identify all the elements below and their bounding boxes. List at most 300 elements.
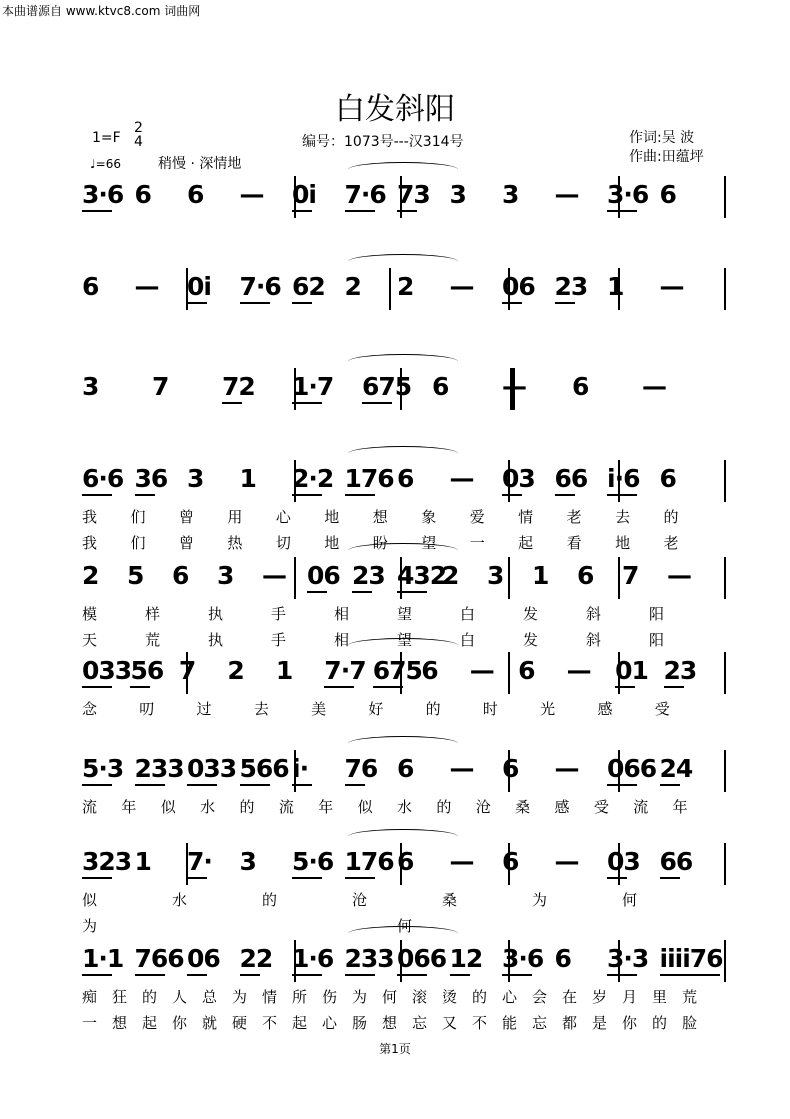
time-signature-bottom: 4 [134, 134, 143, 150]
lyric-verse-2: 阳 [649, 631, 665, 649]
lyric-verse-1: 的 [142, 988, 158, 1006]
note: 36 [134, 464, 168, 493]
site-header: 本曲谱源自 www.ktvc8.com 词曲网 [2, 4, 201, 18]
lyric-verse-2: 手 [271, 631, 287, 649]
beam-underline [240, 974, 260, 976]
beam-underline [292, 210, 312, 212]
lyric-verse-1: 白 [460, 605, 476, 623]
lyric-verse-2: 忘 [412, 1014, 428, 1032]
note: 6 [82, 272, 99, 301]
note: 01 [615, 656, 648, 685]
lyric-verse-1: 会 [532, 988, 548, 1006]
note: 5 [127, 561, 144, 590]
lyric-verse-2: 就 [202, 1014, 218, 1032]
lyric-verse-1: 过 [196, 700, 212, 718]
lyric-verse-2: 你 [622, 1014, 638, 1032]
note: 3 [82, 372, 99, 401]
lyric-verse-1: 桑 [515, 798, 531, 816]
lyric-verse-1: 桑 [442, 891, 458, 909]
note: 2 [227, 656, 244, 685]
note: 1·6 [292, 944, 334, 973]
lyric-verse-1: 的 [472, 988, 488, 1006]
note: 432 [397, 561, 447, 590]
lyric-verse-1: 爱 [469, 508, 485, 526]
lyric-verse-1: 样 [145, 605, 161, 623]
lyric-verse-1: 流 [633, 798, 649, 816]
lyric-verse-2: 白 [460, 631, 476, 649]
note: 233 [344, 944, 394, 973]
bar-line [724, 557, 726, 599]
beam-underline [660, 974, 720, 976]
lyric-verse-1: 去 [615, 508, 631, 526]
note: 6 [187, 180, 204, 209]
note: 6 [134, 180, 151, 209]
note: 6 [572, 372, 589, 401]
lyric-verse-2: 天 [82, 631, 98, 649]
beam-underline [660, 877, 680, 879]
score-system [78, 176, 726, 236]
lyric-verse-1: 光 [540, 700, 556, 718]
note: 6 [397, 847, 414, 876]
lyric-verse-1: 想 [372, 508, 388, 526]
note: 6 [172, 561, 189, 590]
lyric-verse-1: 心 [275, 508, 291, 526]
beam-underline [222, 402, 242, 404]
lyric-verse-2: 不 [262, 1014, 278, 1032]
slur [348, 446, 458, 461]
tempo-marking [90, 157, 121, 171]
lyric-verse-1: 模 [82, 605, 98, 623]
beam-underline [345, 494, 375, 496]
beam-underline [345, 877, 375, 879]
note: 6 [518, 656, 535, 685]
beam-underline [607, 974, 637, 976]
note: 2 [442, 561, 459, 590]
note: 6 [397, 754, 414, 783]
extension-dash: — [642, 372, 666, 401]
score-system [78, 652, 726, 718]
page-title: 白发斜阳 [335, 92, 455, 127]
extension-dash: — [566, 656, 591, 685]
beam-underline [660, 784, 680, 786]
note: 566 [239, 754, 289, 783]
lyric-verse-2: 心 [322, 1014, 338, 1032]
lyric-verse-1: 的 [425, 700, 441, 718]
note: i· [292, 754, 309, 783]
lyric-verse-1: 为 [352, 988, 368, 1006]
bar-line [618, 557, 620, 599]
lyric-verse-1: 的 [239, 798, 255, 816]
lyric-verse-1: 年 [121, 798, 137, 816]
note: 1 [134, 847, 151, 876]
note: 6 [421, 656, 438, 685]
note: 3·6 [607, 180, 649, 209]
lyric-verse-1: 似 [82, 891, 98, 909]
slur [348, 162, 458, 177]
score-system [78, 368, 726, 428]
note: 6 [432, 372, 449, 401]
score-system [78, 750, 726, 816]
lyric-verse-1: 痴 [82, 988, 98, 1006]
note: 033 [187, 754, 237, 783]
lyric-verse-2: 们 [130, 534, 146, 552]
note: 03 [502, 464, 535, 493]
lyric-verse-2: 脸 [682, 1014, 698, 1032]
lyric-verse-1: 手 [271, 605, 287, 623]
tempo-value: =66 [95, 157, 121, 171]
lyricist: 作词:吴 波 [629, 130, 695, 146]
note: iiii76 [659, 944, 723, 973]
score-system [78, 460, 726, 552]
lyric-verse-2: 不 [472, 1014, 488, 1032]
lyric-verse-2: 你 [172, 1014, 188, 1032]
beam-underline [607, 210, 637, 212]
extension-dash: — [554, 754, 579, 783]
beam-underline [345, 974, 375, 976]
note: 6 [554, 944, 571, 973]
lyric-verse-1: 去 [253, 700, 269, 718]
lyric-verse-2: 盼 [372, 534, 388, 552]
quarter-note-icon: ♩ [90, 157, 96, 171]
lyric-verse-1: 用 [227, 508, 243, 526]
bar-line [294, 557, 296, 599]
bar-line [724, 843, 726, 885]
note: 7· [187, 847, 212, 876]
note: 3 [487, 561, 504, 590]
note: 7·7 [324, 656, 366, 685]
lyric-verse-2: 起 [292, 1014, 308, 1032]
note: 2 [344, 272, 361, 301]
lyric-verse-2: 忘 [532, 1014, 548, 1032]
note: 176 [344, 464, 394, 493]
note: 3·6 [82, 180, 124, 209]
score-number: 编号：1073号---汉314号 [302, 134, 464, 150]
note: 6 [577, 561, 594, 590]
note: 033 [82, 656, 132, 685]
lyric-verse-2: 的 [652, 1014, 668, 1032]
note: 323 [82, 847, 132, 876]
note: 06 [307, 561, 340, 590]
slur [348, 736, 458, 751]
beam-underline [307, 591, 327, 593]
lyric-verse-1: 受 [654, 700, 670, 718]
bar-line [724, 268, 726, 310]
lyric-verse-1: 我 [82, 508, 98, 526]
key-signature: 1=F [92, 130, 121, 146]
lyric-verse-2: 又 [442, 1014, 458, 1032]
score-system [78, 843, 726, 935]
lyric-verse-1: 何 [622, 891, 638, 909]
lyric-verse-1: 叨 [139, 700, 155, 718]
lyric-verse-1: 们 [130, 508, 146, 526]
beam-underline [292, 494, 322, 496]
extension-dash: — [262, 561, 286, 590]
lyric-verse-2: 切 [275, 534, 291, 552]
beam-underline [324, 686, 354, 688]
note: 2 [397, 272, 414, 301]
lyric-verse-1: 岁 [592, 988, 608, 1006]
lyric-verse-1: 心 [502, 988, 518, 1006]
lyric-verse-2: 起 [142, 1014, 158, 1032]
note: 766 [134, 944, 184, 973]
lyric-verse-1: 为 [532, 891, 548, 909]
note: 06 [187, 944, 220, 973]
lyric-verse-1: 流 [278, 798, 294, 816]
lyric-verse-2: 我 [82, 534, 98, 552]
note: 6 [659, 464, 676, 493]
lyric-verse-2: 一 [82, 1014, 98, 1032]
lyric-verse-2: 地 [324, 534, 340, 552]
extension-dash: — [449, 847, 474, 876]
note: 3 [187, 464, 204, 493]
lyric-verse-1: 好 [368, 700, 384, 718]
bar-line [724, 652, 726, 694]
bar-line [724, 750, 726, 792]
lyric-verse-1: 水 [397, 798, 413, 816]
lyric-verse-1: 月 [622, 988, 638, 1006]
lyric-verse-2: 为 [82, 917, 98, 935]
score-system [78, 940, 726, 1032]
lyric-verse-2: 相 [334, 631, 350, 649]
lyric-verse-1: 老 [566, 508, 582, 526]
note: 3 [217, 561, 234, 590]
note: 7 [622, 561, 639, 590]
note: 5·3 [82, 754, 124, 783]
note: 176 [344, 847, 394, 876]
beam-underline [135, 974, 165, 976]
note: 7 [178, 656, 196, 685]
beam-underline [502, 974, 532, 976]
beam-underline [607, 784, 637, 786]
score-system [78, 268, 726, 328]
extension-dash: — [449, 464, 474, 493]
note: 73 [397, 180, 430, 209]
note: 1 [532, 561, 549, 590]
lyric-verse-1: 念 [82, 700, 98, 718]
beam-underline [292, 877, 322, 879]
beam-underline [607, 494, 637, 496]
lyric-verse-2: 执 [208, 631, 224, 649]
note: 0i [187, 272, 211, 301]
composer: 作曲:田蕴坪 [629, 149, 704, 165]
tempo-style: 稍慢 · 深情地 [158, 156, 242, 172]
beam-underline [240, 784, 270, 786]
note: 675 [372, 656, 422, 685]
beam-underline [397, 210, 417, 212]
beam-underline [82, 494, 112, 496]
lyric-verse-1: 年 [318, 798, 334, 816]
lyric-verse-1: 所 [292, 988, 308, 1006]
lyric-verse-2: 起 [518, 534, 534, 552]
lyric-verse-1: 的 [663, 508, 679, 526]
note: 066 [397, 944, 447, 973]
lyric-verse-2: 能 [502, 1014, 518, 1032]
lyric-verse-2: 地 [615, 534, 631, 552]
lyric-verse-1: 地 [324, 508, 340, 526]
lyric-verse-1: 望 [397, 605, 413, 623]
note: i·6 [607, 464, 640, 493]
slur [348, 829, 458, 844]
beam-underline [502, 494, 522, 496]
lyric-verse-2: 肠 [352, 1014, 368, 1032]
beam-underline [397, 974, 427, 976]
beam-underline [607, 877, 627, 879]
beam-underline [397, 591, 427, 593]
extension-dash: — [667, 561, 691, 590]
note: 23 [554, 272, 588, 301]
lyric-verse-1: 感 [597, 700, 613, 718]
lyric-verse-1: 发 [523, 605, 539, 623]
beam-underline [450, 974, 470, 976]
lyric-verse-1: 狂 [112, 988, 128, 1006]
beam-underline [615, 686, 635, 688]
extension-dash: — [449, 754, 474, 783]
note: 1 [275, 656, 293, 685]
bar-line [389, 268, 391, 310]
lyric-verse-1: 感 [554, 798, 570, 816]
lyric-verse-1: 水 [200, 798, 216, 816]
lyric-verse-1: 年 [672, 798, 688, 816]
note: 76 [344, 754, 378, 783]
note: 03 [607, 847, 640, 876]
note: 1 [239, 464, 256, 493]
lyric-verse-1: 荒 [682, 988, 698, 1006]
bar-line [724, 176, 726, 218]
note: 22 [239, 944, 273, 973]
beam-underline [82, 784, 112, 786]
slur [348, 638, 458, 653]
beam-underline [292, 784, 312, 786]
lyric-verse-2: 一 [469, 534, 485, 552]
note: 6 [659, 180, 676, 209]
slur [348, 926, 458, 941]
lyric-verse-1: 曾 [178, 508, 194, 526]
beam-underline [240, 302, 270, 304]
score-system [78, 557, 726, 649]
note: 66 [659, 847, 693, 876]
note: 6 [502, 847, 519, 876]
lyric-verse-2: 硬 [232, 1014, 248, 1032]
lyric-verse-1: 沧 [475, 798, 491, 816]
page-number: 第1页 [379, 1042, 411, 1056]
note: 7·6 [239, 272, 281, 301]
lyric-verse-2: 荒 [145, 631, 161, 649]
lyric-verse-2: 老 [663, 534, 679, 552]
lyric-verse-1: 在 [562, 988, 578, 1006]
note: 56 [130, 656, 164, 685]
note: 233 [134, 754, 184, 783]
note: 7·6 [344, 180, 386, 209]
note: 2 [82, 561, 99, 590]
note: 6·6 [82, 464, 124, 493]
lyric-verse-2: 热 [227, 534, 243, 552]
note: 5·6 [292, 847, 334, 876]
note: 3·3 [607, 944, 649, 973]
lyric-verse-1: 水 [172, 891, 188, 909]
lyric-verse-2: 斜 [586, 631, 602, 649]
slur [348, 354, 458, 369]
note: 3 [239, 847, 256, 876]
lyric-verse-2: 想 [112, 1014, 128, 1032]
lyric-verse-1: 人 [172, 988, 188, 1006]
lyric-verse-1: 受 [593, 798, 609, 816]
lyric-verse-1: 时 [482, 700, 498, 718]
lyric-verse-2: 何 [397, 917, 413, 935]
beam-underline [82, 974, 112, 976]
lyric-verse-1: 情 [262, 988, 278, 1006]
beam-underline [502, 302, 522, 304]
lyric-verse-1: 执 [208, 605, 224, 623]
extension-dash: — [659, 272, 684, 301]
beam-underline [362, 402, 392, 404]
lyric-verse-2: 发 [523, 631, 539, 649]
beam-underline [187, 784, 217, 786]
lyric-verse-1: 相 [334, 605, 350, 623]
note: 066 [607, 754, 657, 783]
lyric-verse-1: 象 [421, 508, 437, 526]
note: 24 [659, 754, 693, 783]
extension-dash: — [469, 656, 494, 685]
beam-underline [187, 302, 207, 304]
slur [348, 254, 458, 269]
note: 7 [152, 372, 169, 401]
bar-line [508, 557, 510, 599]
lyric-verse-2: 是 [592, 1014, 608, 1032]
lyric-verse-1: 沧 [352, 891, 368, 909]
beam-underline [373, 686, 403, 688]
extension-dash: — [134, 272, 159, 301]
beam-underline [130, 686, 150, 688]
note: 675 [362, 372, 412, 401]
slur [348, 543, 458, 558]
lyric-verse-2: 曾 [178, 534, 194, 552]
beam-underline [555, 302, 575, 304]
beam-underline [135, 494, 155, 496]
beam-underline [82, 210, 112, 212]
beam-underline [292, 974, 322, 976]
note: 6 [397, 464, 414, 493]
beam-underline [187, 974, 207, 976]
beam-underline [187, 877, 207, 879]
bar-line [508, 652, 510, 694]
bar-line [724, 940, 726, 982]
lyric-verse-1: 斜 [586, 605, 602, 623]
beam-underline [292, 302, 312, 304]
extension-dash: — [449, 272, 474, 301]
lyric-verse-1: 何 [382, 988, 398, 1006]
note: 1 [607, 272, 624, 301]
beam-underline [82, 686, 112, 688]
beam-underline [352, 591, 372, 593]
note: 72 [222, 372, 255, 401]
lyric-verse-2: 望 [421, 534, 437, 552]
lyric-verse-2: 望 [397, 631, 413, 649]
note: 3·6 [502, 944, 544, 973]
note: 06 [502, 272, 535, 301]
lyric-verse-1: 阳 [649, 605, 665, 623]
beam-underline [345, 210, 375, 212]
note: 12 [449, 944, 483, 973]
beam-underline [555, 494, 575, 496]
beam-underline [345, 784, 365, 786]
lyric-verse-1: 情 [518, 508, 534, 526]
beam-underline [292, 402, 322, 404]
note: 23 [663, 656, 697, 685]
beam-underline [664, 686, 684, 688]
extension-dash: — [239, 180, 264, 209]
note: 1·1 [82, 944, 124, 973]
time-signature-top: 2 [134, 120, 143, 136]
